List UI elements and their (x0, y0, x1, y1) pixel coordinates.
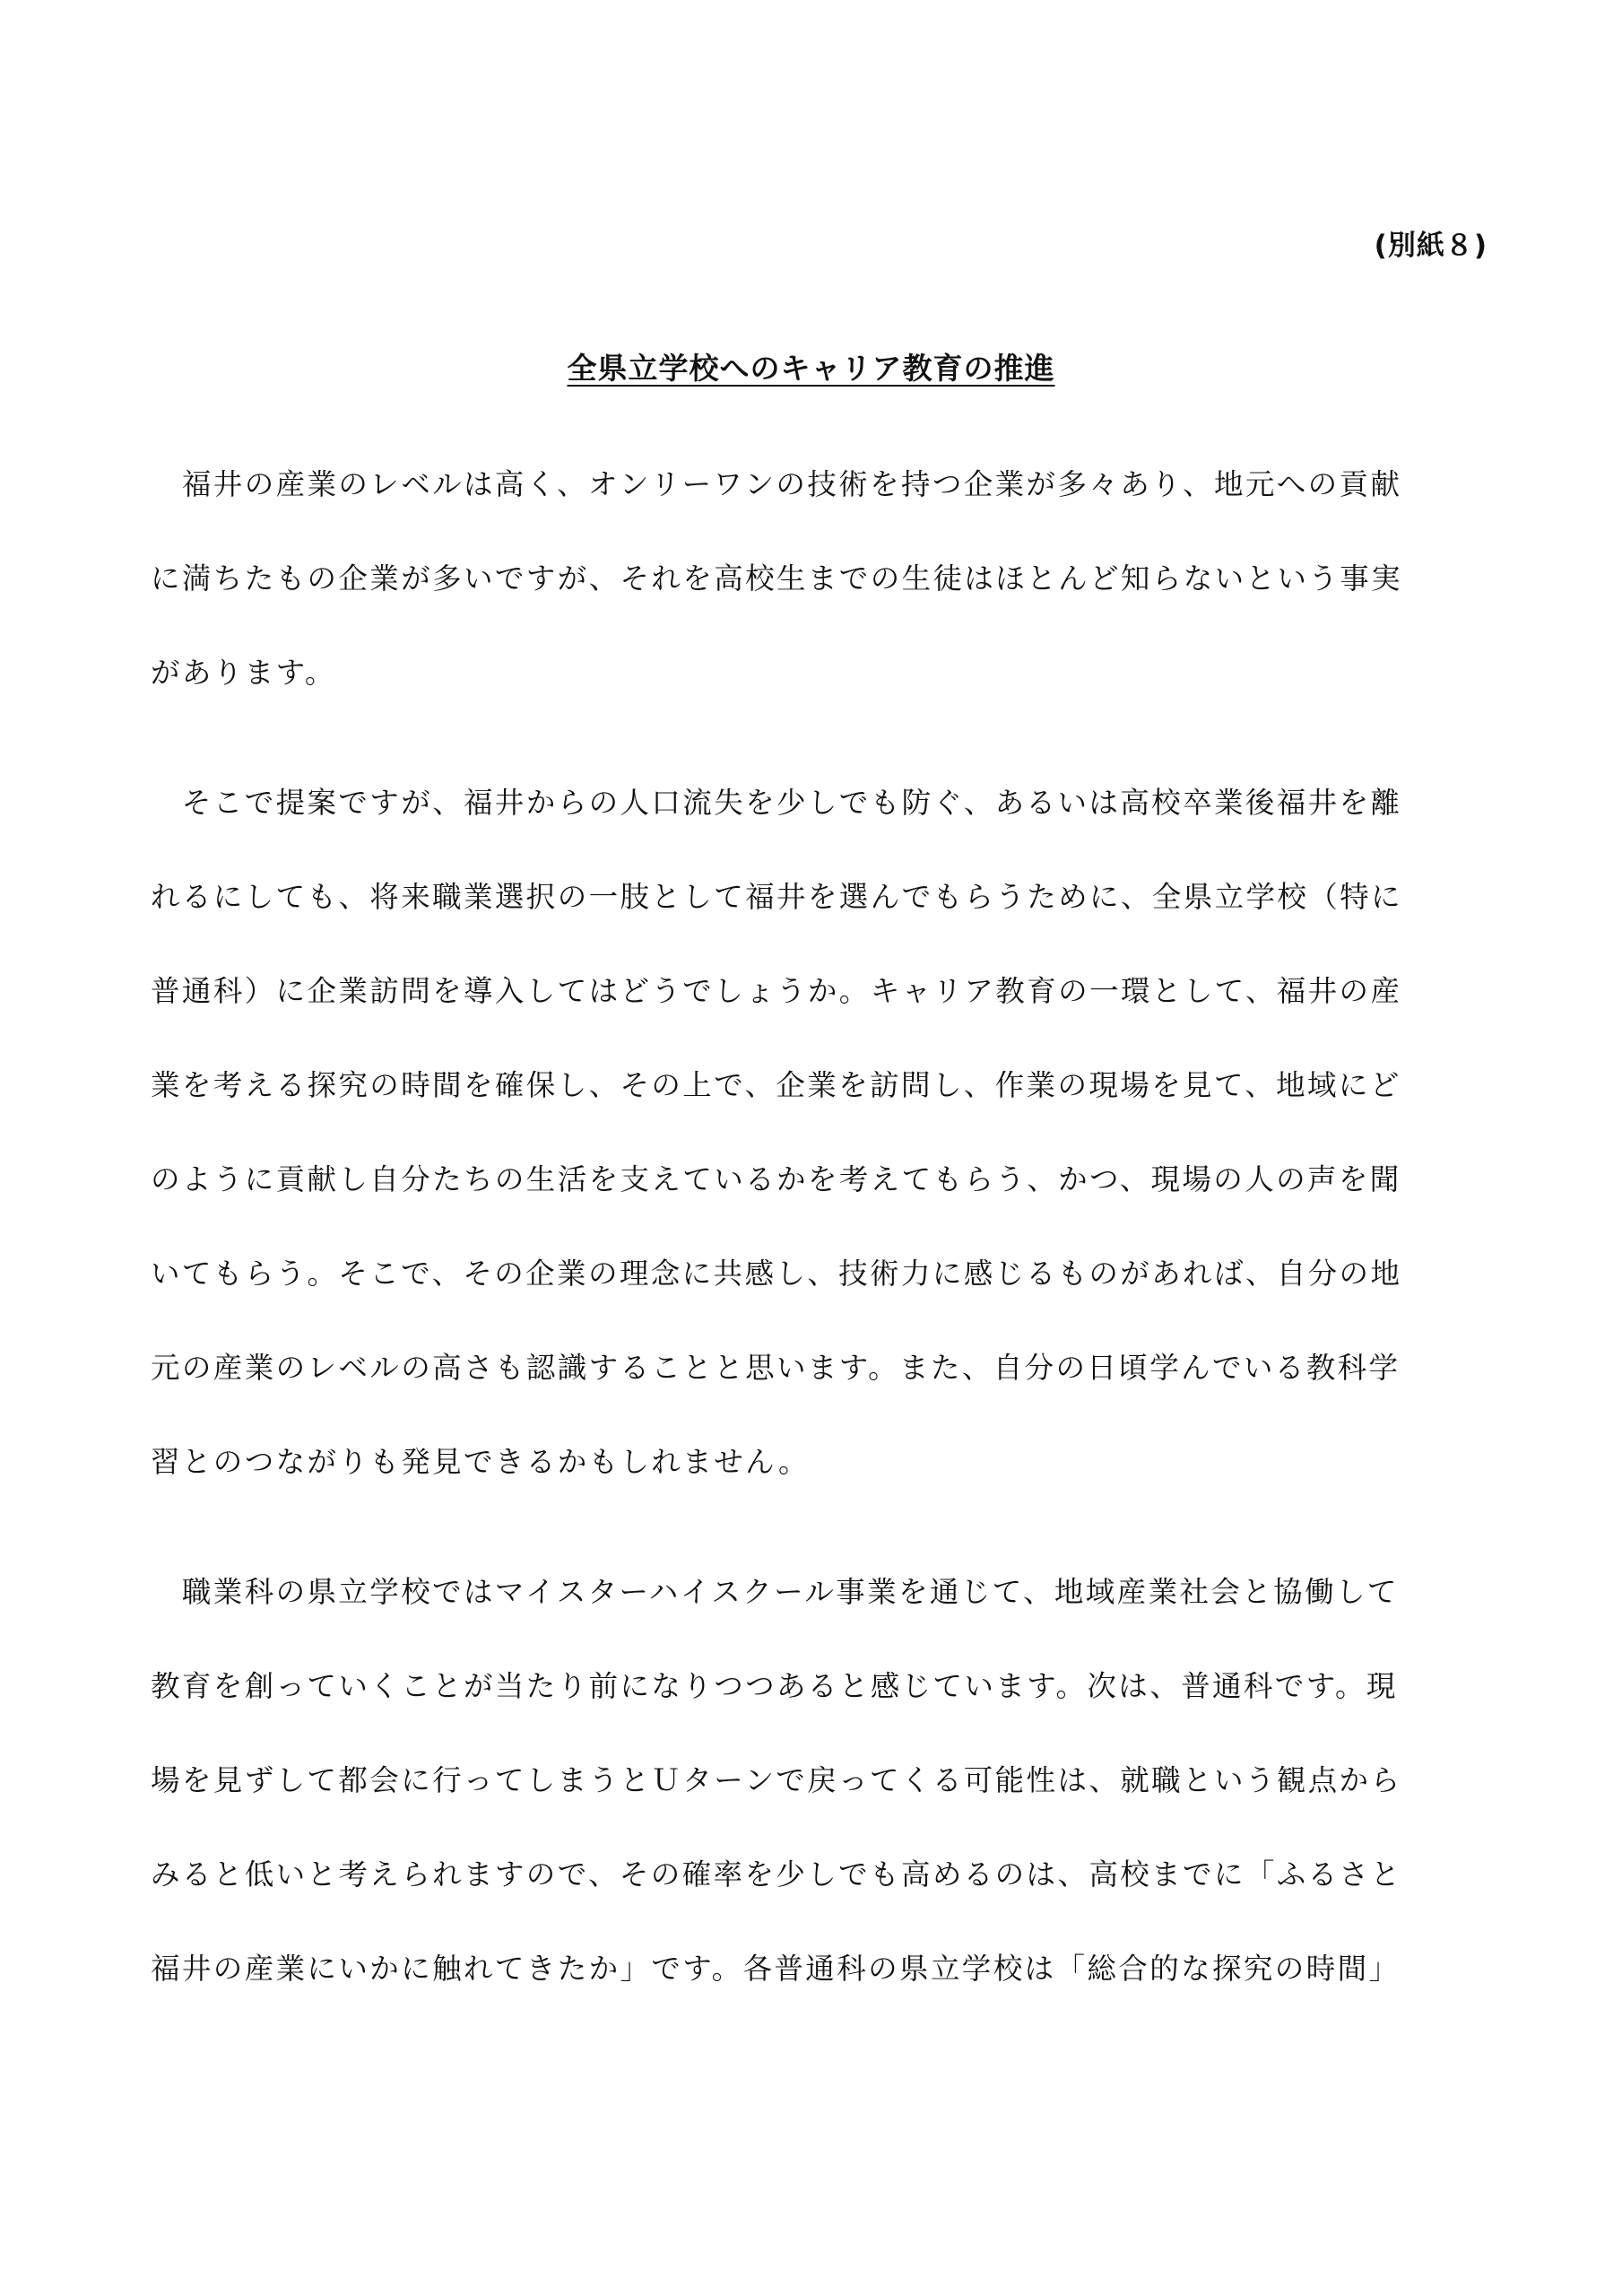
paragraph-line: いてもらう。そこで、その企業の理念に共感し、技術力に感じるものがあれば、自分の地 (151, 1257, 1402, 1291)
paragraph-line: みると低いと考えられますので、その確率を少しでも高めるのは、高校までに「ふるさと (151, 1857, 1402, 1892)
document-title (0, 345, 1622, 387)
paragraph-line: があります。 (151, 656, 336, 690)
paragraph-line: のように貢献し自分たちの生活を支えているかを考えてもらう、かつ、現場の人の声を聞 (151, 1162, 1401, 1196)
paragraph-line: 福井の産業のレベルは高く、オンリーワンの技術を持つ企業が多々あり、地元への貢献 (151, 467, 1402, 501)
paragraph-line: れるにしても、将来職業選択の一肢として福井を選んでもらうために、全県立学校（特に (151, 880, 1403, 914)
paragraph-line: 普通科）に企業訪問を導入してはどうでしょうか。キャリア教育の一環として、福井の産 (151, 974, 1402, 1008)
attachment-label: (別紙８) (1374, 230, 1488, 262)
paragraph-line: そこで提案ですが、福井からの人口流失を少しでも防ぐ、あるいは高校卒業後福井を離 (151, 786, 1402, 820)
paragraph-line: 業を考える探究の時間を確保し、その上で、企業を訪問し、作業の現場を見て、地域にど (151, 1068, 1401, 1102)
paragraph-line: に満ちたもの企業が多いですが、それを高校生までの生徒はほとんど知らないという事実 (151, 561, 1403, 596)
paragraph-line: 福井の産業にいかに触れてきたか」です。各普通科の県立学校は「総合的な探究の時間」 (151, 1952, 1401, 1986)
paragraph-line: 場を見ずして都会に行ってしまうとＵターンで戻ってくる可能性は、就職という観点から (151, 1763, 1402, 1797)
paragraph-line: 教育を創っていくことが当たり前になりつつあると感じています。次は、普通科です。現 (151, 1669, 1398, 1703)
paragraph-line: 職業科の県立学校ではマイスターハイスクール事業を通じて、地域産業社会と協働して (151, 1575, 1399, 1609)
document-title-text: 全県立学校へのキャリア教育の推進 (567, 351, 1055, 386)
paragraph-line: 元の産業のレベルの高さも認識することと思います。また、自分の日頃学んでいる教科学 (151, 1351, 1401, 1385)
paragraph-line: 習とのつながりも発見できるかもしれません。 (151, 1445, 810, 1479)
